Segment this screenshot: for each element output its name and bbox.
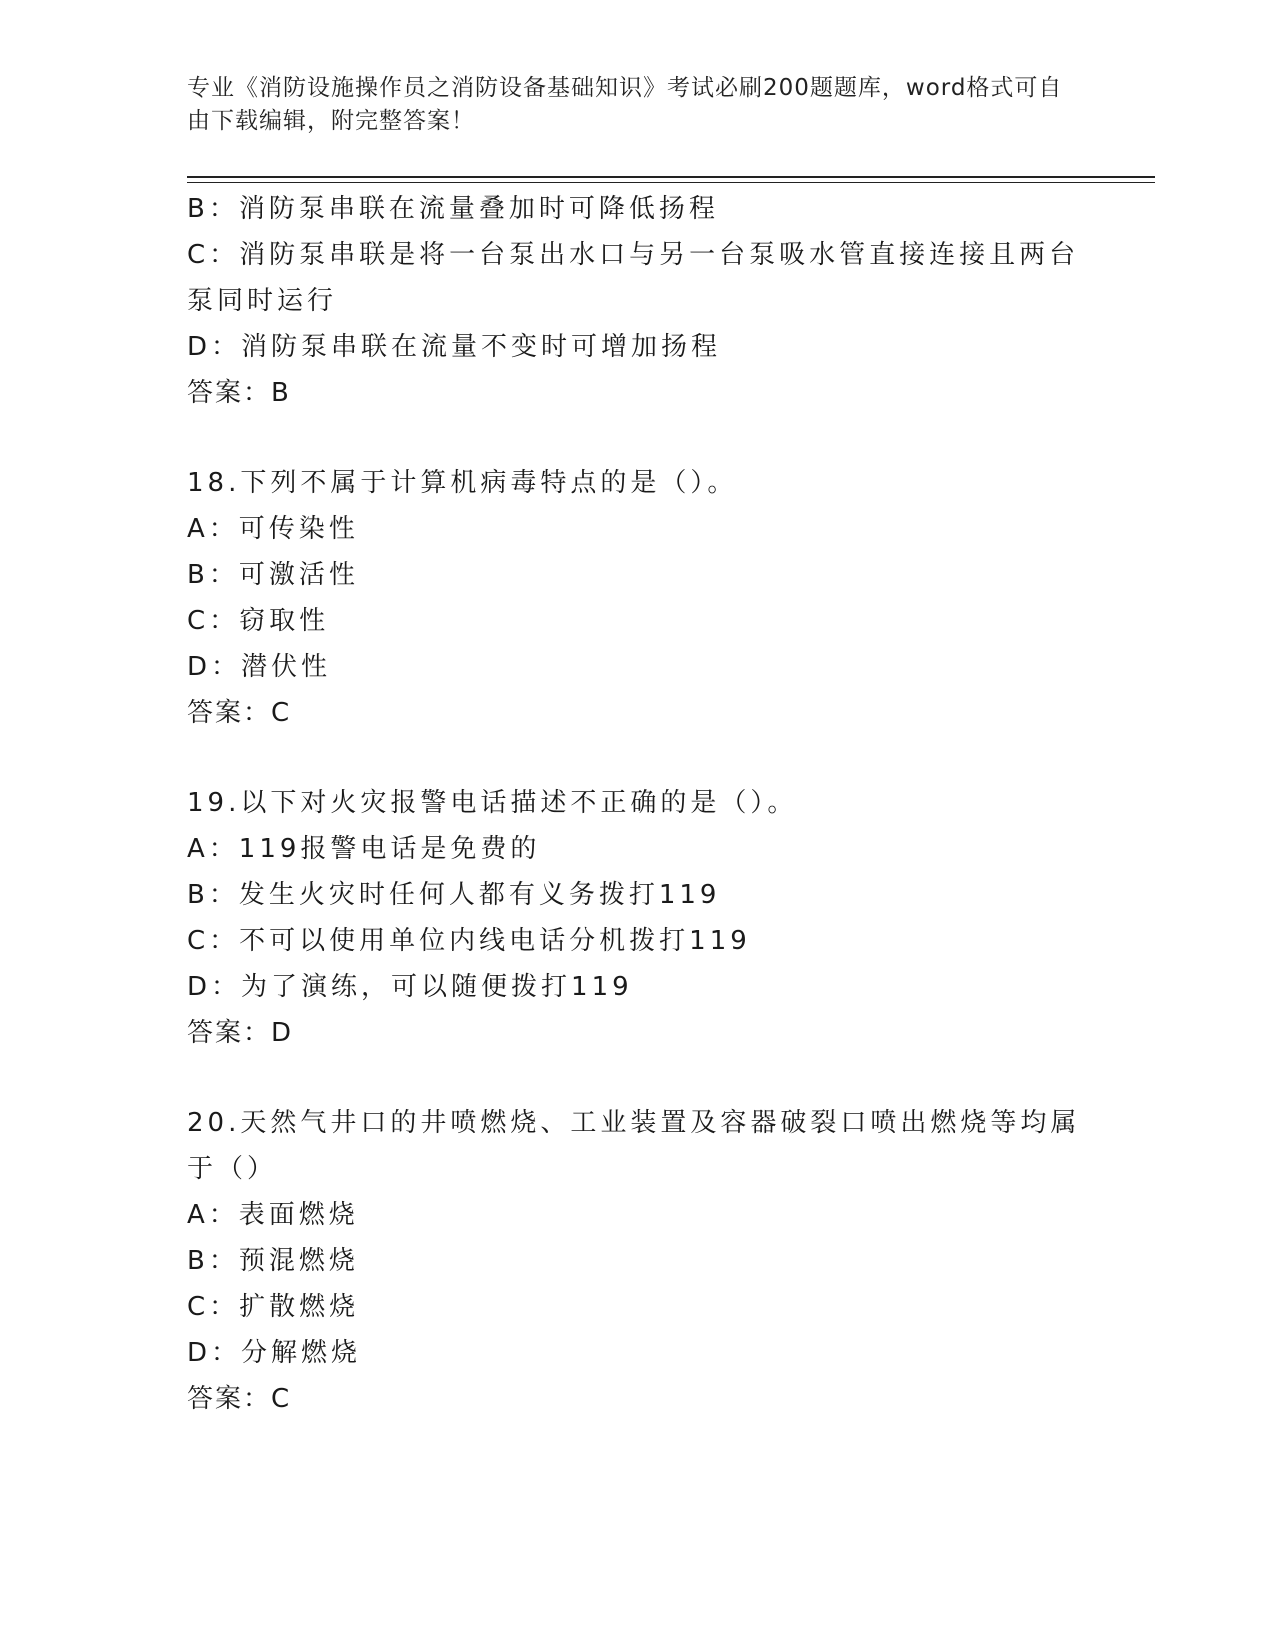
question-list — [187, 186, 1087, 1422]
answer-line: 答案：C — [187, 698, 292, 728]
answer-line: 答案：D — [187, 1018, 294, 1048]
spacer — [187, 416, 1087, 460]
spacer — [187, 1056, 1087, 1100]
option-c: C：窃取性 — [187, 606, 330, 636]
question-text: 19.以下对火灾报警电话描述不正确的是（）。 — [187, 788, 798, 818]
option-c: C：扩散燃烧 — [187, 1292, 360, 1322]
header-divider-thin — [187, 182, 1155, 183]
spacer — [187, 736, 1087, 780]
question-text: 18.下列不属于计算机病毒特点的是（）。 — [187, 468, 738, 498]
question-block-17 — [187, 186, 1087, 416]
option-c: C：消防泵串联是将一台泵出水口与另一台泵吸水管直接连接且两台泵同时运行 — [187, 240, 1080, 316]
option-b: B：预混燃烧 — [187, 1246, 359, 1276]
option-d: D：为了演练，可以随便拨打119 — [187, 972, 633, 1002]
document-header: 专业《消防设施操作员之消防设备基础知识》考试必刷200题题库，word格式可自由下载编辑，附完整答案！ — [187, 75, 1063, 134]
option-a: A：表面燃烧 — [187, 1200, 359, 1230]
option-d: D：潜伏性 — [187, 652, 332, 682]
question-block-19 — [187, 780, 1087, 1056]
option-a: A：119报警电话是免费的 — [187, 834, 541, 864]
header-divider — [187, 176, 1155, 178]
option-a: A：可传染性 — [187, 514, 359, 544]
option-d: D：消防泵串联在流量不变时可增加扬程 — [187, 332, 722, 362]
answer-line: 答案：B — [187, 378, 291, 408]
question-block-20 — [187, 1100, 1087, 1422]
option-b: B：发生火灾时任何人都有义务拨打119 — [187, 880, 721, 910]
answer-line: 答案：C — [187, 1384, 292, 1414]
option-d: D：分解燃烧 — [187, 1338, 362, 1368]
option-b: B：可激活性 — [187, 560, 359, 590]
option-c: C：不可以使用单位内线电话分机拨打119 — [187, 926, 751, 956]
question-text: 20.天然气井口的井喷燃烧、工业装置及容器破裂口喷出燃烧等均属于（） — [187, 1108, 1081, 1184]
option-b: B：消防泵串联在流量叠加时可降低扬程 — [187, 194, 719, 224]
question-block-18 — [187, 460, 1087, 736]
